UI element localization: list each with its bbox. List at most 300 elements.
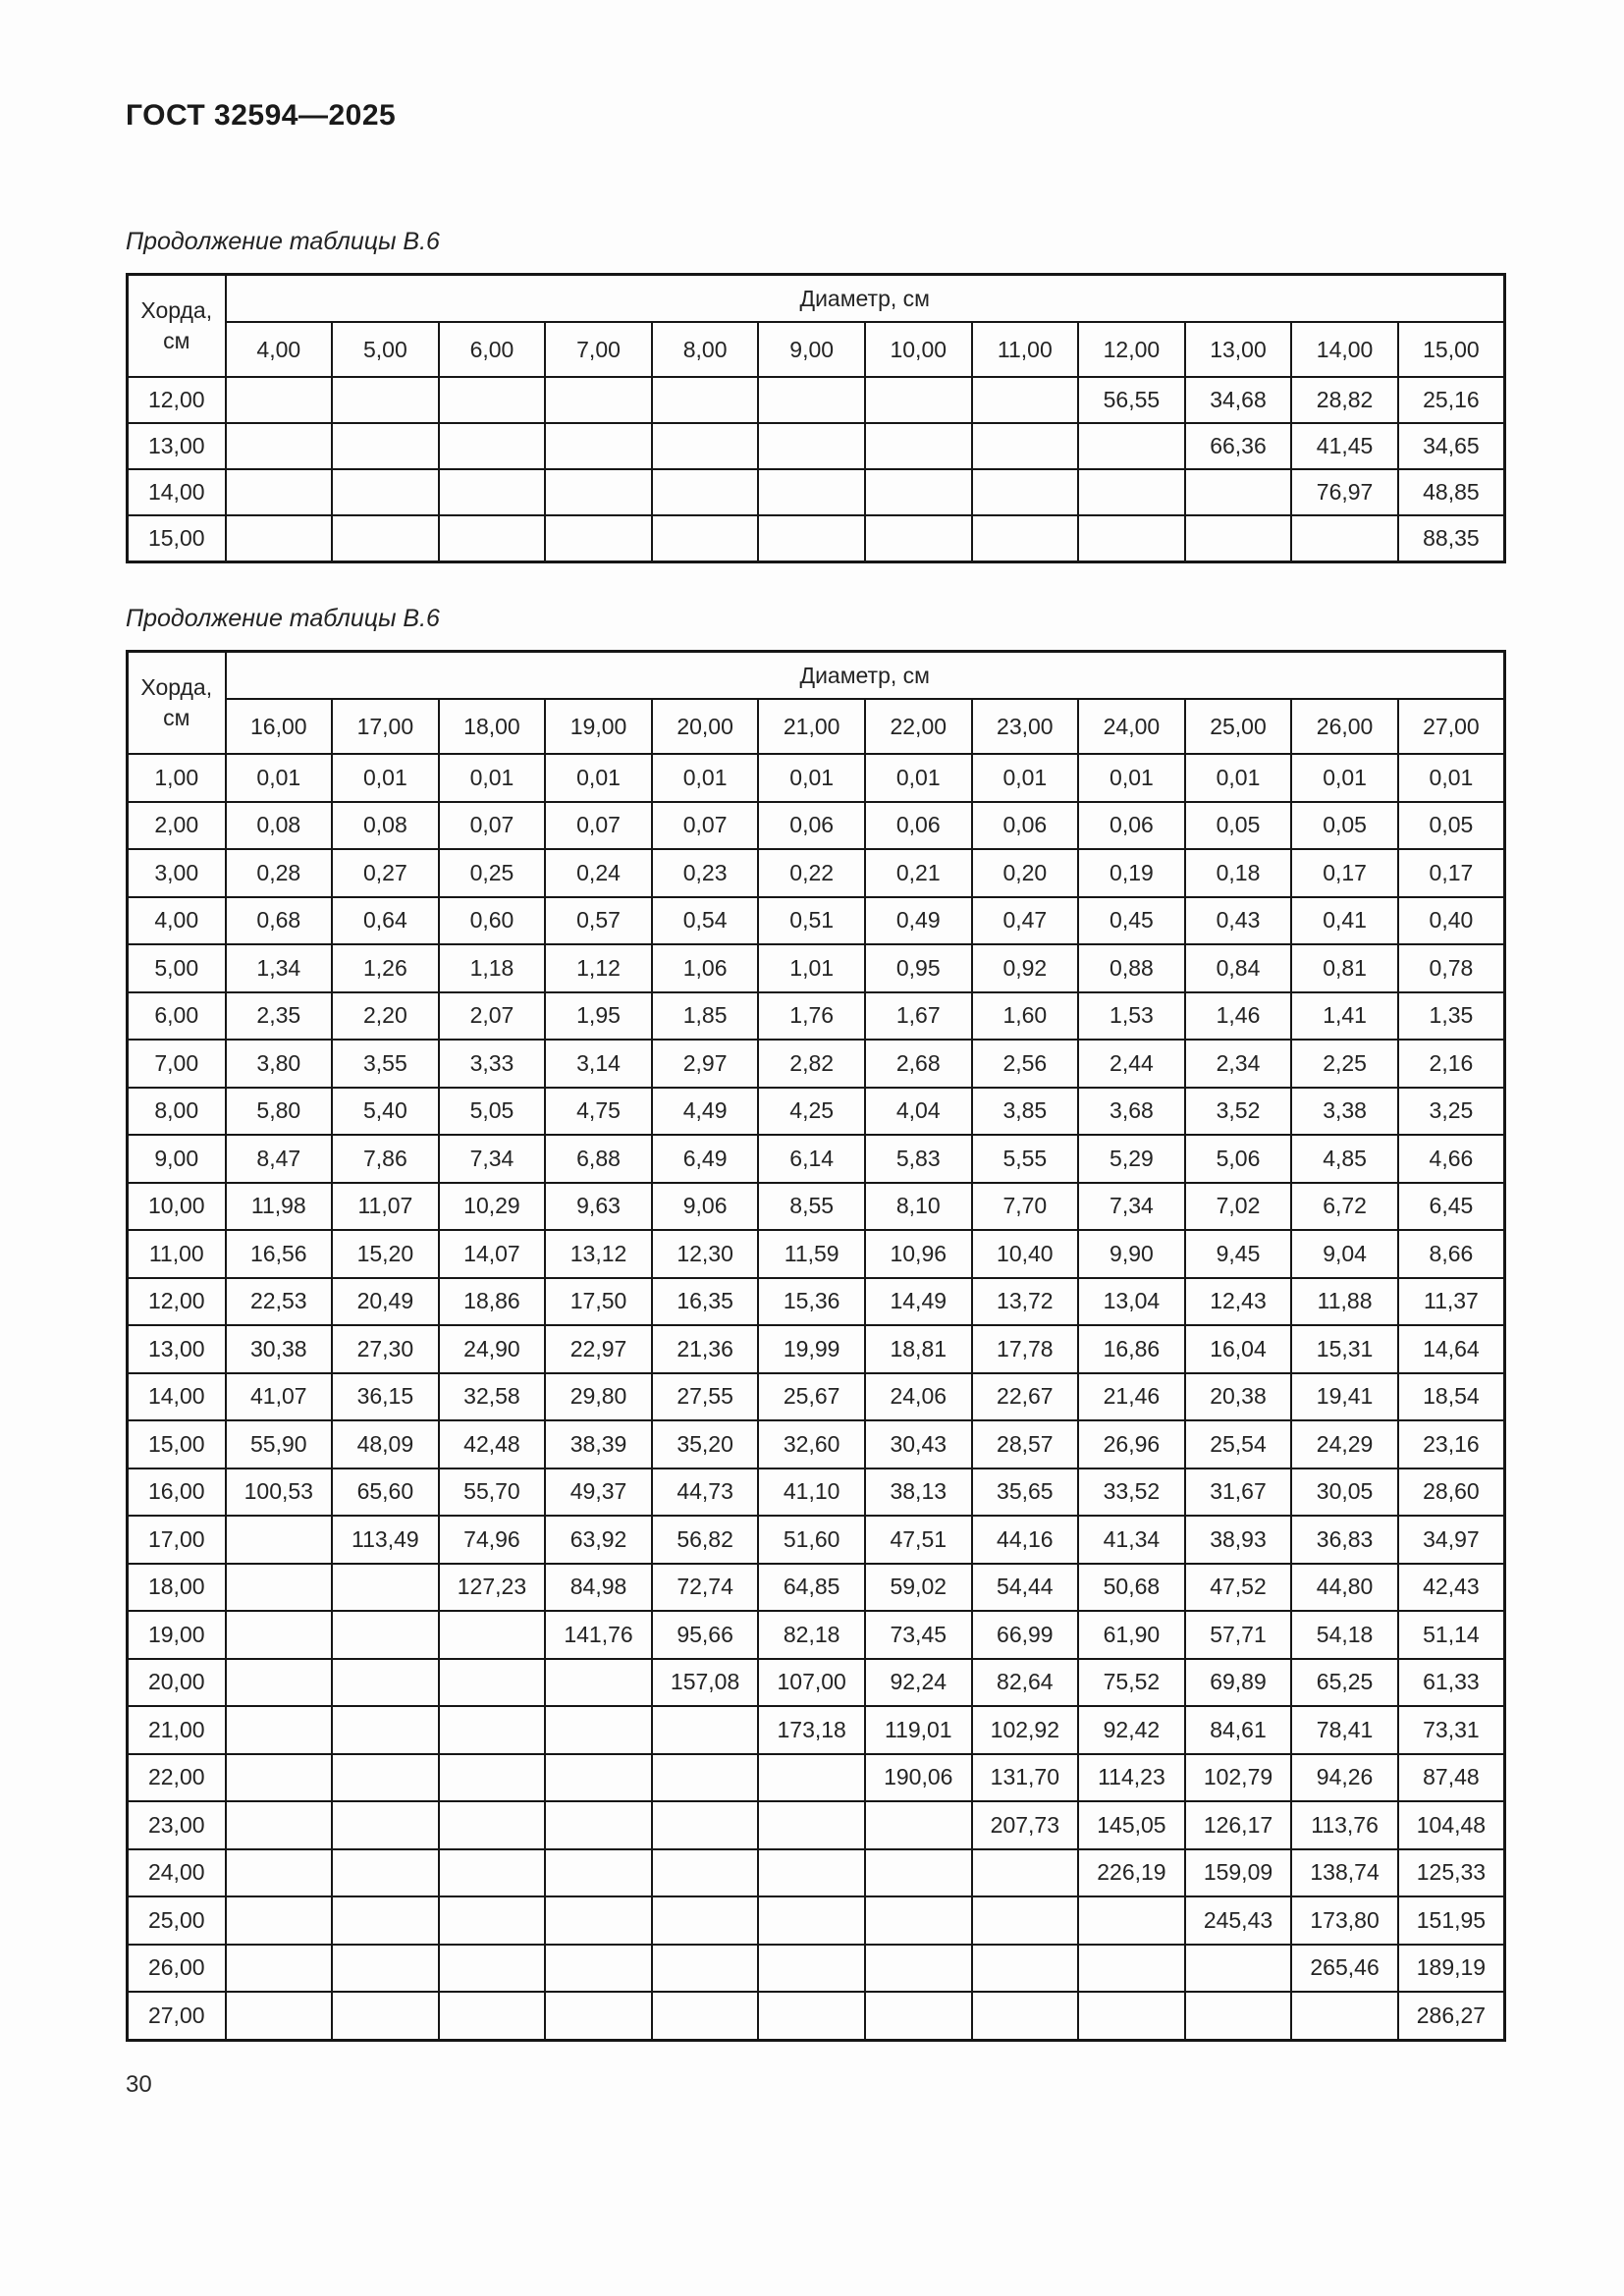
table-cell [226, 1896, 333, 1945]
row-header-cell: 6,00 [128, 992, 226, 1041]
document-title: ГОСТ 32594—2025 [126, 99, 397, 132]
table-cell: 25,54 [1185, 1420, 1292, 1468]
row-header-cell: 13,00 [128, 423, 226, 469]
table-cell: 20,38 [1185, 1373, 1292, 1421]
table-cell: 4,04 [865, 1088, 972, 1136]
table-cell: 6,88 [545, 1135, 652, 1183]
table-cell: 141,76 [545, 1611, 652, 1659]
table-cell: 0,06 [758, 802, 865, 850]
table-1-caption: Продолжение таблицы В.6 [126, 228, 440, 255]
table-cell: 114,23 [1078, 1754, 1185, 1802]
group-header-diameter: Диаметр, см [226, 275, 1505, 323]
table-cell: 0,21 [865, 849, 972, 897]
table-cell: 12,43 [1185, 1278, 1292, 1326]
row-header-cell: 3,00 [128, 849, 226, 897]
table-cell: 51,60 [758, 1516, 865, 1564]
table-cell: 35,65 [972, 1468, 1079, 1517]
table-cell [332, 1611, 439, 1659]
table-cell: 50,68 [1078, 1564, 1185, 1612]
table-cell: 0,81 [1291, 944, 1398, 992]
table-cell: 69,89 [1185, 1659, 1292, 1707]
table-cell: 0,01 [332, 754, 439, 802]
table-cell: 3,14 [545, 1040, 652, 1088]
table-cell: 104,48 [1398, 1801, 1505, 1849]
table-row [128, 944, 1505, 992]
table-cell: 25,67 [758, 1373, 865, 1421]
table-cell: 0,07 [545, 802, 652, 850]
table-cell [226, 1992, 333, 2040]
table-cell: 88,35 [1398, 515, 1505, 562]
table-cell: 94,26 [1291, 1754, 1398, 1802]
column-header-cell: 24,00 [1078, 699, 1185, 754]
column-header-cell: 5,00 [332, 322, 439, 377]
table-cell: 38,39 [545, 1420, 652, 1468]
table-cell: 1,18 [439, 944, 546, 992]
table-cell: 44,73 [652, 1468, 759, 1517]
table-cell: 24,29 [1291, 1420, 1398, 1468]
table-cell: 65,60 [332, 1468, 439, 1517]
row-header-cell: 14,00 [128, 469, 226, 515]
table-cell: 9,45 [1185, 1230, 1292, 1278]
table-cell: 5,55 [972, 1135, 1079, 1183]
table-cell: 3,85 [972, 1088, 1079, 1136]
table-cell: 95,66 [652, 1611, 759, 1659]
table-cell: 75,52 [1078, 1659, 1185, 1707]
table-cell [758, 377, 865, 423]
table-cell [652, 1801, 759, 1849]
table-cell: 3,52 [1185, 1088, 1292, 1136]
table-cell: 25,16 [1398, 377, 1505, 423]
table-cell: 16,56 [226, 1230, 333, 1278]
column-header-cell: 10,00 [865, 322, 972, 377]
table-cell: 138,74 [1291, 1849, 1398, 1897]
table-cell: 0,01 [972, 754, 1079, 802]
table-cell: 0,20 [972, 849, 1079, 897]
table-cell: 286,27 [1398, 1992, 1505, 2040]
table-cell: 36,15 [332, 1373, 439, 1421]
table-cell: 16,86 [1078, 1325, 1185, 1373]
table-cell: 3,25 [1398, 1088, 1505, 1136]
table-row [128, 754, 1505, 802]
page-number: 30 [126, 2070, 152, 2098]
table-cell [545, 1945, 652, 1993]
table-cell: 32,60 [758, 1420, 865, 1468]
table-cell: 11,88 [1291, 1278, 1398, 1326]
table-cell: 36,83 [1291, 1516, 1398, 1564]
table-cell: 73,31 [1398, 1706, 1505, 1754]
table-cell: 2,07 [439, 992, 546, 1041]
corner-header-chord: Хорда, см [128, 275, 226, 378]
table-cell: 14,07 [439, 1230, 546, 1278]
table-cell: 9,63 [545, 1183, 652, 1231]
table-cell [545, 423, 652, 469]
table-cell: 27,55 [652, 1373, 759, 1421]
table-cell [1185, 1992, 1292, 2040]
table-cell: 34,97 [1398, 1516, 1505, 1564]
table-cell: 0,06 [1078, 802, 1185, 850]
table-cell: 11,07 [332, 1183, 439, 1231]
table-cell [545, 1659, 652, 1707]
column-header-cell: 22,00 [865, 699, 972, 754]
column-header-cell: 21,00 [758, 699, 865, 754]
chord-diameter-table-2 [126, 650, 1506, 2042]
column-header-cell: 23,00 [972, 699, 1079, 754]
table-cell: 173,80 [1291, 1896, 1398, 1945]
table-row [128, 1659, 1505, 1707]
table-cell [439, 1849, 546, 1897]
row-header-cell: 21,00 [128, 1706, 226, 1754]
table-cell: 4,66 [1398, 1135, 1505, 1183]
table-cell: 2,68 [865, 1040, 972, 1088]
table-cell [972, 1945, 1079, 1993]
table-cell: 131,70 [972, 1754, 1079, 1802]
table-cell: 84,61 [1185, 1706, 1292, 1754]
table-row [128, 515, 1505, 562]
row-header-cell: 7,00 [128, 1040, 226, 1088]
table-cell: 113,76 [1291, 1801, 1398, 1849]
table-row [128, 1611, 1505, 1659]
row-header-cell: 12,00 [128, 377, 226, 423]
table-cell [226, 515, 333, 562]
table-2-caption: Продолжение таблицы В.6 [126, 605, 440, 632]
table-cell: 245,43 [1185, 1896, 1292, 1945]
table-cell: 4,25 [758, 1088, 865, 1136]
table-cell [652, 1992, 759, 2040]
table-cell: 35,20 [652, 1420, 759, 1468]
column-header-cell: 20,00 [652, 699, 759, 754]
table-cell: 0,08 [226, 802, 333, 850]
table-cell: 17,78 [972, 1325, 1079, 1373]
table-cell: 73,45 [865, 1611, 972, 1659]
table-row [128, 802, 1505, 850]
table-cell [332, 377, 439, 423]
table-cell: 27,30 [332, 1325, 439, 1373]
table-cell: 4,49 [652, 1088, 759, 1136]
table-cell [226, 1564, 333, 1612]
table-cell: 21,36 [652, 1325, 759, 1373]
table-row [128, 377, 1505, 423]
table-cell: 6,14 [758, 1135, 865, 1183]
table-cell: 2,56 [972, 1040, 1079, 1088]
table-row [128, 897, 1505, 945]
table-cell [758, 423, 865, 469]
row-header-cell: 5,00 [128, 944, 226, 992]
table-row [128, 1135, 1505, 1183]
table-cell [439, 377, 546, 423]
table-cell: 190,06 [865, 1754, 972, 1802]
table-cell: 38,13 [865, 1468, 972, 1517]
table-cell: 13,72 [972, 1278, 1079, 1326]
table-cell [972, 1896, 1079, 1945]
table-cell: 2,97 [652, 1040, 759, 1088]
column-header-cell: 13,00 [1185, 322, 1292, 377]
table-cell [1078, 515, 1185, 562]
column-header-cell: 12,00 [1078, 322, 1185, 377]
table-cell: 21,46 [1078, 1373, 1185, 1421]
table-cell: 48,85 [1398, 469, 1505, 515]
table-cell: 0,25 [439, 849, 546, 897]
table-cell [226, 377, 333, 423]
table-cell [865, 515, 972, 562]
table-cell: 0,78 [1398, 944, 1505, 992]
table-cell: 0,68 [226, 897, 333, 945]
table-cell: 10,40 [972, 1230, 1079, 1278]
table-cell: 1,95 [545, 992, 652, 1041]
table-cell [972, 423, 1079, 469]
column-header-cell: 16,00 [226, 699, 333, 754]
table-row [128, 1373, 1505, 1421]
column-header-cell: 17,00 [332, 699, 439, 754]
column-header-cell: 7,00 [545, 322, 652, 377]
table-row [128, 1564, 1505, 1612]
table-cell [652, 1754, 759, 1802]
table-cell: 15,36 [758, 1278, 865, 1326]
table-cell: 76,97 [1291, 469, 1398, 515]
table-cell: 0,07 [652, 802, 759, 850]
table-cell: 28,82 [1291, 377, 1398, 423]
row-header-cell: 2,00 [128, 802, 226, 850]
table-cell: 18,86 [439, 1278, 546, 1326]
table-cell: 126,17 [1185, 1801, 1292, 1849]
table-cell [972, 515, 1079, 562]
table-cell [652, 423, 759, 469]
table-cell: 1,41 [1291, 992, 1398, 1041]
table-cell: 2,16 [1398, 1040, 1505, 1088]
table-cell [439, 1754, 546, 1802]
chord-diameter-table-1 [126, 273, 1506, 563]
table-cell: 0,95 [865, 944, 972, 992]
table-cell [1185, 1945, 1292, 1993]
table-cell: 127,23 [439, 1564, 546, 1612]
row-header-cell: 4,00 [128, 897, 226, 945]
table-cell: 63,92 [545, 1516, 652, 1564]
table-cell: 19,99 [758, 1325, 865, 1373]
table-cell: 0,60 [439, 897, 546, 945]
table-cell: 1,46 [1185, 992, 1292, 1041]
table-cell: 32,58 [439, 1373, 546, 1421]
page-content [126, 0, 1506, 2099]
table-cell: 7,34 [439, 1135, 546, 1183]
table-cell: 54,44 [972, 1564, 1079, 1612]
row-header-cell: 10,00 [128, 1183, 226, 1231]
table-cell [865, 377, 972, 423]
table-cell: 8,66 [1398, 1230, 1505, 1278]
table-cell [332, 1849, 439, 1897]
table-cell [439, 423, 546, 469]
table-cell: 5,83 [865, 1135, 972, 1183]
table-cell: 92,24 [865, 1659, 972, 1707]
table-cell: 0,17 [1291, 849, 1398, 897]
table-cell: 5,29 [1078, 1135, 1185, 1183]
table-cell: 66,99 [972, 1611, 1079, 1659]
row-header-cell: 12,00 [128, 1278, 226, 1326]
table-cell [972, 1992, 1079, 2040]
table-cell: 0,64 [332, 897, 439, 945]
table-cell [1291, 1992, 1398, 2040]
table-cell: 10,96 [865, 1230, 972, 1278]
table-cell: 2,20 [332, 992, 439, 1041]
table-cell: 84,98 [545, 1564, 652, 1612]
table-cell: 1,67 [865, 992, 972, 1041]
table-cell: 0,92 [972, 944, 1079, 992]
table-cell: 22,53 [226, 1278, 333, 1326]
table-cell: 14,64 [1398, 1325, 1505, 1373]
row-header-cell: 24,00 [128, 1849, 226, 1897]
table-cell: 20,49 [332, 1278, 439, 1326]
table-cell [865, 469, 972, 515]
table-cell [1291, 515, 1398, 562]
table-cell: 15,20 [332, 1230, 439, 1278]
table-cell [439, 1659, 546, 1707]
table-cell: 34,68 [1185, 377, 1292, 423]
row-header-cell: 18,00 [128, 1564, 226, 1612]
column-header-cell: 27,00 [1398, 699, 1505, 754]
table-cell: 207,73 [972, 1801, 1079, 1849]
table-cell [332, 1896, 439, 1945]
table-cell: 33,52 [1078, 1468, 1185, 1517]
table-cell: 0,01 [439, 754, 546, 802]
table-cell [1185, 469, 1292, 515]
table-cell [972, 377, 1079, 423]
table-cell: 145,05 [1078, 1801, 1185, 1849]
table-cell: 1,53 [1078, 992, 1185, 1041]
table-cell [865, 423, 972, 469]
table-cell: 29,80 [545, 1373, 652, 1421]
table-cell: 0,54 [652, 897, 759, 945]
table-cell: 0,51 [758, 897, 865, 945]
table-cell: 226,19 [1078, 1849, 1185, 1897]
table-cell: 41,45 [1291, 423, 1398, 469]
table-cell: 56,82 [652, 1516, 759, 1564]
table-cell: 151,95 [1398, 1896, 1505, 1945]
table-cell [439, 1801, 546, 1849]
table-cell [865, 1801, 972, 1849]
table-cell: 9,06 [652, 1183, 759, 1231]
table-cell: 78,41 [1291, 1706, 1398, 1754]
table-cell: 2,44 [1078, 1040, 1185, 1088]
table-cell: 0,06 [865, 802, 972, 850]
table-cell: 82,18 [758, 1611, 865, 1659]
table-cell: 1,35 [1398, 992, 1505, 1041]
table-cell: 18,54 [1398, 1373, 1505, 1421]
table-cell [439, 515, 546, 562]
table-cell [439, 1992, 546, 2040]
row-header-cell: 22,00 [128, 1754, 226, 1802]
table-cell: 125,33 [1398, 1849, 1505, 1897]
table-cell [332, 469, 439, 515]
table-cell: 24,06 [865, 1373, 972, 1421]
table-cell: 2,82 [758, 1040, 865, 1088]
row-header-cell: 11,00 [128, 1230, 226, 1278]
table-cell: 0,18 [1185, 849, 1292, 897]
table-cell [545, 469, 652, 515]
table-row [128, 1896, 1505, 1945]
table-cell: 65,25 [1291, 1659, 1398, 1707]
table-cell: 100,53 [226, 1468, 333, 1517]
table-cell: 0,28 [226, 849, 333, 897]
table-cell: 82,64 [972, 1659, 1079, 1707]
table-cell [1078, 469, 1185, 515]
table-cell: 44,16 [972, 1516, 1079, 1564]
table-cell: 41,07 [226, 1373, 333, 1421]
table-cell [226, 469, 333, 515]
table-cell: 3,80 [226, 1040, 333, 1088]
column-header-cell: 26,00 [1291, 699, 1398, 754]
table-cell [652, 469, 759, 515]
table-cell: 55,70 [439, 1468, 546, 1517]
table-cell [972, 469, 1079, 515]
table-cell [545, 1801, 652, 1849]
table-cell: 13,04 [1078, 1278, 1185, 1326]
row-header-cell: 9,00 [128, 1135, 226, 1183]
table-cell [226, 1945, 333, 1993]
table-cell: 8,47 [226, 1135, 333, 1183]
table-cell [758, 1754, 865, 1802]
table-row [128, 1420, 1505, 1468]
column-header-cell: 6,00 [439, 322, 546, 377]
table-cell: 17,50 [545, 1278, 652, 1326]
table-cell: 72,74 [652, 1564, 759, 1612]
table-cell: 3,68 [1078, 1088, 1185, 1136]
table-cell: 2,35 [226, 992, 333, 1041]
table-cell [439, 1611, 546, 1659]
table-cell: 38,93 [1185, 1516, 1292, 1564]
table-cell: 12,30 [652, 1230, 759, 1278]
table-cell: 49,37 [545, 1468, 652, 1517]
table-cell [332, 1564, 439, 1612]
table-cell [545, 515, 652, 562]
table-cell [545, 1849, 652, 1897]
row-header-cell: 19,00 [128, 1611, 226, 1659]
table-cell: 42,48 [439, 1420, 546, 1468]
table-row [128, 1945, 1505, 1993]
table-cell [332, 1801, 439, 1849]
table-cell: 47,51 [865, 1516, 972, 1564]
table-cell: 1,60 [972, 992, 1079, 1041]
table-cell: 4,85 [1291, 1135, 1398, 1183]
table-cell: 0,01 [758, 754, 865, 802]
table-cell: 5,80 [226, 1088, 333, 1136]
row-header-cell: 20,00 [128, 1659, 226, 1707]
table-cell [545, 1992, 652, 2040]
table-cell [758, 1849, 865, 1897]
table-cell: 3,33 [439, 1040, 546, 1088]
table-cell: 34,65 [1398, 423, 1505, 469]
corner-header-chord: Хорда, см [128, 652, 226, 755]
table-cell: 1,76 [758, 992, 865, 1041]
table-cell: 5,40 [332, 1088, 439, 1136]
table-cell: 7,86 [332, 1135, 439, 1183]
table-cell [652, 515, 759, 562]
table-cell: 107,00 [758, 1659, 865, 1707]
table-cell [758, 1945, 865, 1993]
table-cell: 0,24 [545, 849, 652, 897]
table-row [128, 1849, 1505, 1897]
table-cell: 48,09 [332, 1420, 439, 1468]
table-cell [332, 1992, 439, 2040]
table-cell: 0,07 [439, 802, 546, 850]
table-cell: 0,23 [652, 849, 759, 897]
table-cell: 2,34 [1185, 1040, 1292, 1088]
table-cell: 28,57 [972, 1420, 1079, 1468]
table-cell: 1,26 [332, 944, 439, 992]
table-cell: 0,01 [865, 754, 972, 802]
table-cell: 0,01 [1291, 754, 1398, 802]
table-cell [652, 1945, 759, 1993]
table-cell: 10,29 [439, 1183, 546, 1231]
table-cell: 0,17 [1398, 849, 1505, 897]
table-cell: 30,38 [226, 1325, 333, 1373]
